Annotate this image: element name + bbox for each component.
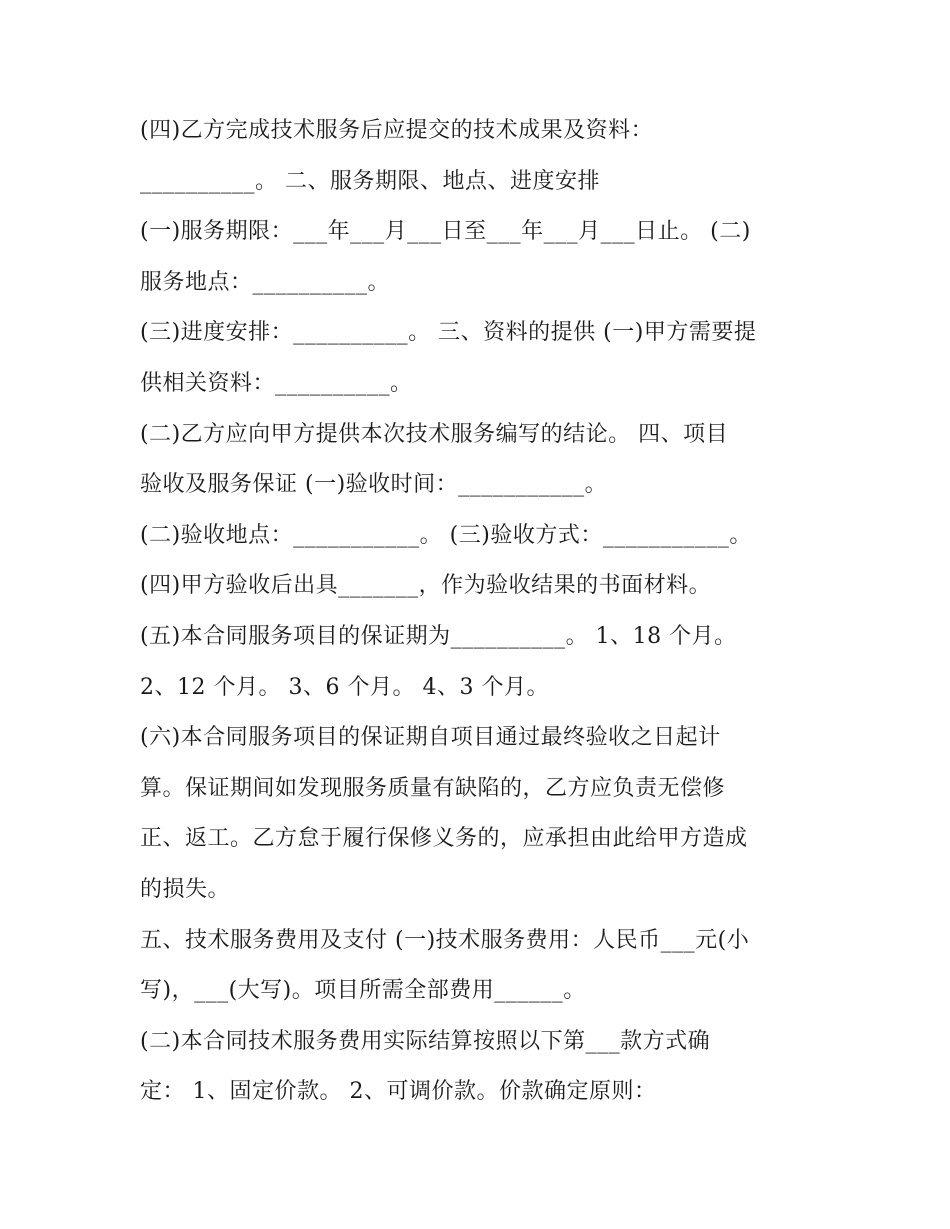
text-line-7: (二)乙方应向甲方提供本次技术服务编写的结论。 四、项目	[140, 421, 729, 447]
text-line-8: 验收及服务保证 (一)验收时间：___________。	[140, 472, 608, 498]
text-line-3: (一)服务期限：___年___月___日至___年___月___日止。 (二)	[140, 219, 751, 245]
text-line-9: (二)验收地点：___________。 (三)验收方式：___________。	[140, 522, 752, 548]
text-line-4: 服务地点：__________。	[140, 269, 391, 295]
text-line-14: 算。保证期间如发现服务质量有缺陷的，乙方应负责无偿修	[140, 775, 726, 801]
text-line-18: 写)，___(大写)。项目所需全部费用______。	[140, 978, 586, 1004]
text-line-10: (四)甲方验收后出具_______，作为验收结果的书面材料。	[140, 573, 712, 599]
text-line-15: 正、返工。乙方怠于履行保修义务的，应承担由此给甲方造成	[140, 826, 748, 852]
text-line-5: (三)进度安排：__________。 三、资料的提供 (一)甲方需要提	[140, 320, 757, 346]
text-line-16: 的损失。	[140, 876, 231, 902]
text-line-13: (六)本合同服务项目的保证期自项目通过最终验收之日起计	[140, 725, 721, 751]
text-line-11: (五)本合同服务项目的保证期为__________。 1、18 个月。	[140, 623, 737, 649]
text-line-12: 2、12 个月。 3、6 个月。 4、3 个月。	[140, 674, 549, 700]
text-line-2: __________。 二、服务期限、地点、进度安排	[140, 168, 600, 194]
contract-text-block	[140, 106, 820, 1118]
text-line-20: 定： 1、固定价款。 2、可调价款。价款确定原则：	[140, 1079, 657, 1105]
text-line-19: (二)本合同技术服务费用实际结算按照以下第___款方式确	[140, 1028, 711, 1054]
text-line-17: 五、技术服务费用及支付 (一)技术服务费用：人民币___元(小	[140, 927, 750, 953]
text-line-6: 供相关资料：__________。	[140, 370, 413, 396]
text-line-1: (四)乙方完成技术服务后应提交的技术成果及资料：	[140, 118, 654, 143]
